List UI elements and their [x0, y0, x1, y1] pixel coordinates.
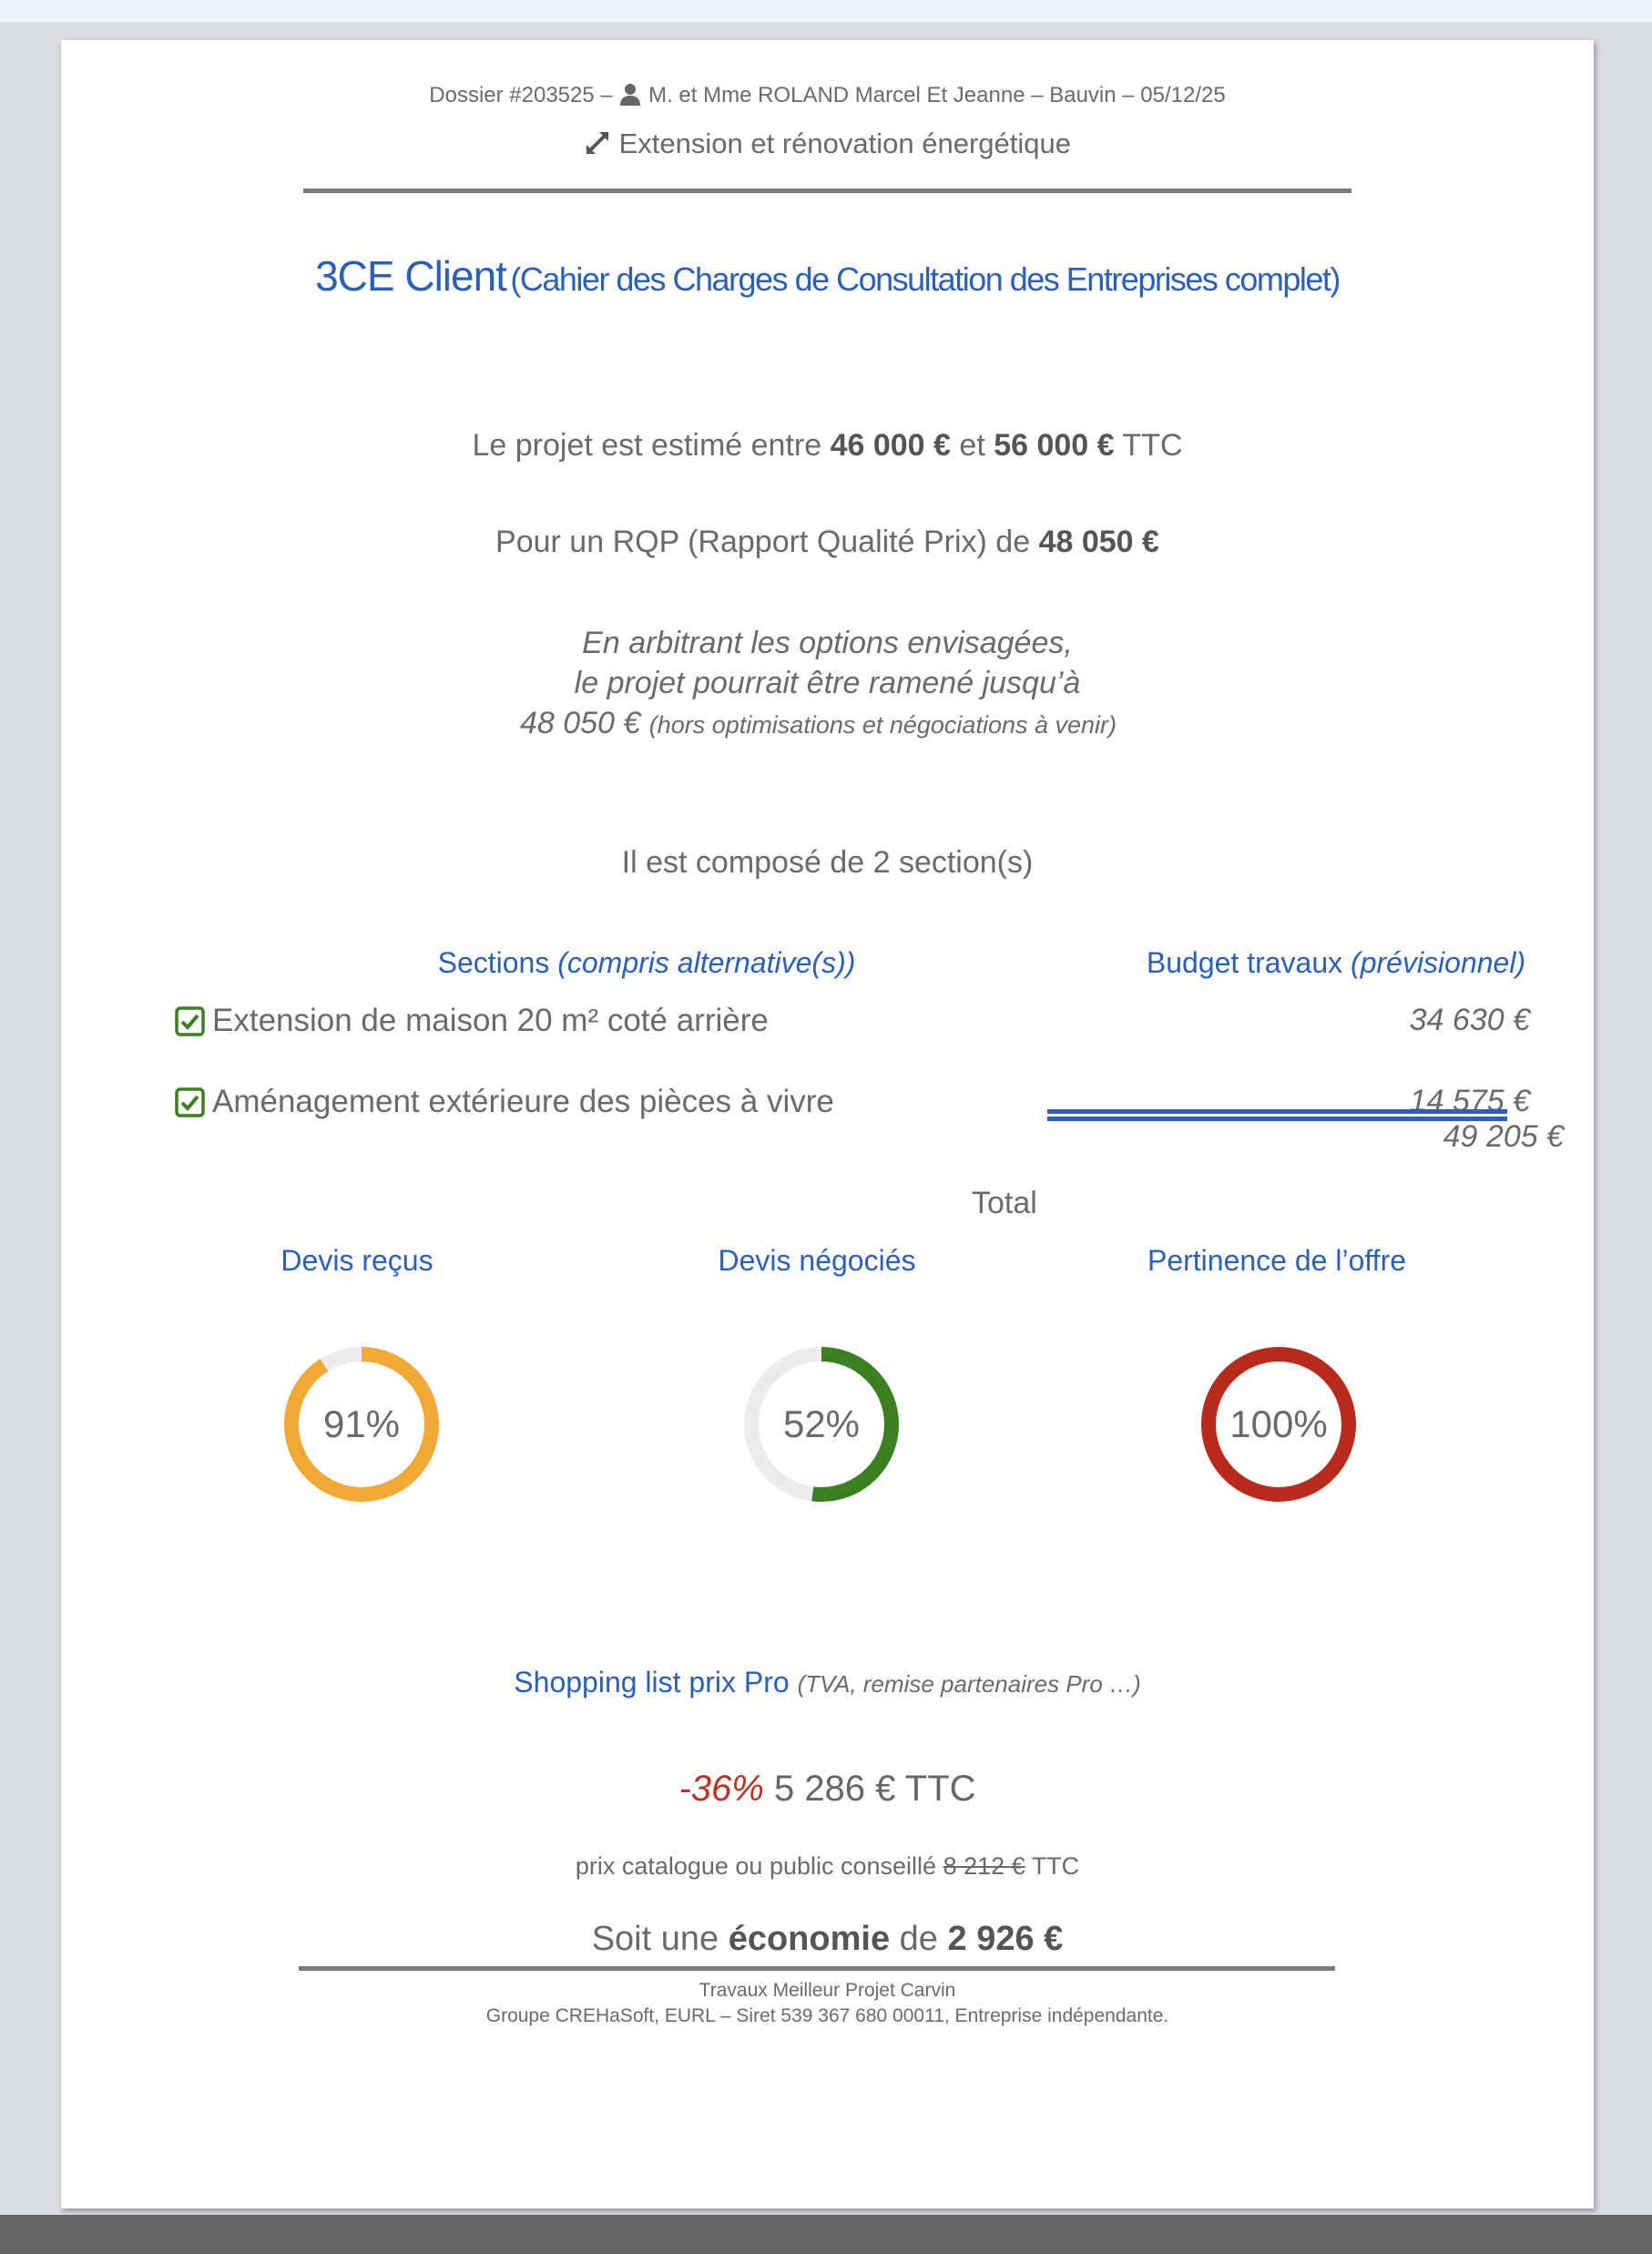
catalog-prefix: prix catalogue ou public conseillé	[575, 1852, 937, 1880]
budget-header-note: (prévisionnel)	[1351, 946, 1526, 979]
total-amount: 49 205 €	[1443, 1119, 1564, 1154]
user-icon	[618, 82, 642, 106]
budget-header	[1076, 946, 1596, 980]
section-label: Extension de maison 20 m² coté arrière	[212, 1003, 769, 1038]
dossier-number: Dossier #203525 –	[429, 83, 613, 107]
gauge-devis-recus	[280, 1342, 444, 1506]
page-title	[61, 251, 1594, 301]
gauge-title-devis-recus: Devis reçus	[280, 1244, 433, 1277]
estimate-max: 56 000 €	[994, 428, 1115, 463]
sections-header	[387, 946, 906, 980]
title-sub: (Cahier des Charges de Consultation des Entreprises complet)	[510, 260, 1340, 298]
estimate-connector: et	[959, 428, 985, 463]
estimate-min: 46 000 €	[830, 428, 951, 463]
rqp-line	[61, 525, 1594, 560]
catalog-price: 8 212 €	[943, 1852, 1025, 1880]
shopping-title-label: Shopping list prix Pro	[514, 1666, 790, 1698]
header-divider	[303, 189, 1351, 193]
checkbox-checked-icon[interactable]	[175, 1087, 205, 1117]
composition-line: Il est composé de 2 section(s)	[621, 845, 1034, 880]
project-type	[61, 127, 1594, 160]
total-label: Total	[972, 1186, 1037, 1220]
discount-percent: -36%	[678, 1769, 764, 1809]
section-amount: 14 575 €	[1409, 1084, 1530, 1118]
shopping-title	[61, 1666, 1594, 1699]
section-amount: 34 630 €	[1409, 1003, 1530, 1037]
footer-company: Travaux Meilleur Projet Carvin	[699, 1980, 956, 2001]
gauge-value: 100%	[1229, 1402, 1328, 1445]
arbitrage-line3	[43, 703, 1594, 745]
rqp-value: 48 050 €	[1038, 525, 1159, 559]
gauge-pertinence	[1197, 1342, 1361, 1506]
catalog-price-line	[61, 1852, 1594, 1881]
arbitrage-value: 48 050 €	[519, 706, 641, 740]
estimate-prefix: Le projet est estimé entre	[472, 428, 822, 463]
gauge-value: 91%	[322, 1402, 401, 1445]
shopping-note: (TVA, remise partenaires Pro …)	[797, 1670, 1141, 1698]
document-page	[61, 40, 1594, 2208]
sections-header-label: Sections	[437, 946, 550, 979]
gauge-value: 52%	[782, 1402, 861, 1445]
browser-top-band	[0, 0, 1652, 22]
saving-mid: de	[899, 1920, 938, 1958]
budget-header-label: Budget travaux	[1146, 946, 1343, 979]
section-row[interactable]	[175, 1084, 834, 1120]
sections-header-note: (compris alternative(s))	[557, 946, 856, 979]
gauge-title-pertinence: Pertinence de l’offre	[1147, 1244, 1407, 1277]
saving-value: 2 926 €	[947, 1920, 1064, 1958]
catalog-suffix: TTC	[1031, 1852, 1080, 1880]
title-main: 3CE Client	[315, 252, 506, 300]
saving-word: économie	[728, 1920, 891, 1958]
client-info: M. et Mme ROLAND Marcel Et Jeanne – Bauvin – 05/12/25	[648, 83, 1226, 107]
arbitrage-line2: le projet pourrait être ramené jusqu’à	[574, 666, 1081, 700]
checkbox-checked-icon[interactable]	[175, 1006, 205, 1036]
footer-legal: Groupe CREHaSoft, EURL – Siret 539 367 680 00011, Entreprise indépendante.	[485, 2005, 1169, 2026]
arbitrage-line1: En arbitrant les options envisagées,	[582, 626, 1073, 660]
gauge-devis-negocies	[739, 1342, 903, 1506]
saving-line	[61, 1920, 1594, 1959]
saving-prefix: Soit une	[591, 1920, 719, 1958]
expand-arrows-icon	[584, 129, 611, 157]
estimate-line	[61, 428, 1594, 464]
rqp-prefix: Pour un RQP (Rapport Qualité Prix) de	[495, 525, 1031, 559]
pro-price-line	[61, 1769, 1594, 1810]
bottom-toolbar	[0, 2215, 1652, 2254]
project-type-label: Extension et rénovation énergétique	[618, 127, 1071, 159]
arbitrage-note: (hors optimisations et négociations à venir)	[648, 711, 1117, 739]
footer-divider	[299, 1966, 1335, 1971]
section-row[interactable]	[175, 1003, 769, 1039]
dossier-line	[61, 82, 1594, 108]
gauge-title-devis-negocies: Devis négociés	[718, 1244, 916, 1277]
arbitrage-block	[61, 623, 1594, 745]
section-label: Aménagement extérieure des pièces à vivre	[212, 1084, 834, 1119]
pro-price: 5 286 € TTC	[773, 1769, 976, 1809]
estimate-suffix: TTC	[1122, 428, 1183, 463]
